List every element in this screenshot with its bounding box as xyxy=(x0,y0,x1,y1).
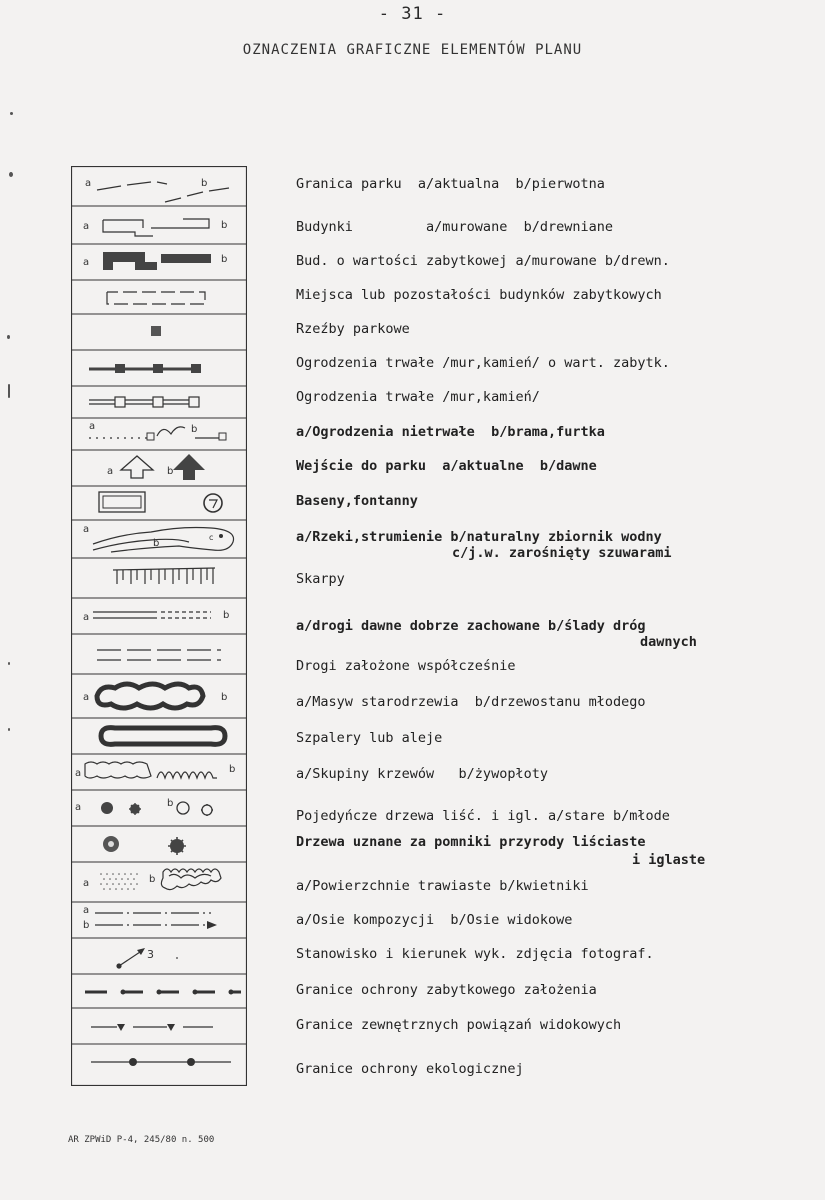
svg-text:b: b xyxy=(149,874,156,885)
legend-text-escarpments: Skarpy xyxy=(296,571,345,587)
svg-text:b: b xyxy=(229,764,236,775)
symbol-historic-buildings xyxy=(83,252,227,270)
svg-text:c: c xyxy=(209,533,214,542)
svg-text:a: a xyxy=(83,524,90,535)
symbol-temporary-fence-gate xyxy=(89,421,226,440)
legend-text-monument-trees-cont: i iglaste xyxy=(632,852,706,868)
symbol-shrubs-hedges xyxy=(75,762,235,779)
svg-text:a: a xyxy=(75,802,82,813)
legend-text-external-view-boundary: Granice zewnętrznych powiązań widokowych xyxy=(296,1017,622,1033)
legend-text-single-trees: Pojedyńcze drzewa liść. i igl. a/stare b/młode xyxy=(296,808,670,824)
symbol-escarpments xyxy=(113,568,215,584)
svg-text:b: b xyxy=(167,466,174,477)
symbol-composition-view-axes xyxy=(83,905,217,931)
symbol-historic-fence xyxy=(89,364,201,373)
svg-text:a: a xyxy=(83,221,90,232)
symbol-tree-mass xyxy=(83,684,227,708)
symbol-modern-roads xyxy=(97,650,221,660)
symbol-ecological-protection-boundary xyxy=(91,1058,231,1066)
svg-text:b: b xyxy=(221,254,228,265)
legend-text-photo-station: Stanowisko i kierunek wyk. zdjęcia fotograf. xyxy=(296,946,654,962)
legend-text-rivers-cont: c/j.w. zarośnięty szuwarami xyxy=(452,545,672,561)
symbol-park-boundary xyxy=(85,178,229,202)
margin-speck xyxy=(9,172,13,177)
symbol-building-remains xyxy=(107,292,205,304)
margin-speck xyxy=(8,728,10,731)
svg-text:a: a xyxy=(83,878,90,889)
legend-text-old-roads-cont: dawnych xyxy=(640,634,697,650)
svg-text:b: b xyxy=(201,178,208,189)
legend-text-historic-fence: Ogrodzenia trwałe /mur,kamień/ o wart. zabytk. xyxy=(296,355,670,371)
legend-text-park-boundary: Granica parku a/aktualna b/pierwotna xyxy=(296,176,605,192)
symbol-external-view-boundary xyxy=(91,1024,213,1031)
svg-text:a: a xyxy=(85,178,92,189)
form-code: AR ZPWiD P-4, 245/80 n. 500 xyxy=(68,1135,215,1145)
symbol-monument-trees xyxy=(103,836,186,855)
margin-speck xyxy=(8,662,10,665)
svg-text:a: a xyxy=(89,421,96,432)
svg-text:a: a xyxy=(83,612,90,623)
legend-text-modern-roads: Drogi założone współcześnie xyxy=(296,658,516,674)
svg-text:a: a xyxy=(83,905,90,916)
symbol-avenues xyxy=(101,728,225,745)
svg-text:b: b xyxy=(153,538,160,549)
legend-text-park-entrance: Wejście do parku a/aktualne b/dawne xyxy=(296,458,597,474)
legend-text-tree-mass: a/Masyw starodrzewia b/drzewostanu młodego xyxy=(296,694,646,710)
svg-text:b: b xyxy=(221,220,228,231)
svg-text:b: b xyxy=(167,798,174,809)
svg-text:a: a xyxy=(83,257,90,268)
legend-text-temporary-fence: a/Ogrodzenia nietrwałe b/brama,furtka xyxy=(296,424,605,440)
symbol-single-trees xyxy=(75,798,213,816)
symbol-buildings xyxy=(83,219,227,236)
legend-text-permanent-fence: Ogrodzenia trwałe /mur,kamień/ xyxy=(296,389,540,405)
legend-text-lawns: a/Powierzchnie trawiaste b/kwietniki xyxy=(296,878,589,894)
svg-text:b: b xyxy=(83,920,90,931)
legend-text-building-remains: Miejsca lub pozostałości budynków zabytkowych xyxy=(296,287,662,303)
legend-text-ecological-boundary: Granice ochrony ekologicznej xyxy=(296,1061,524,1077)
symbol-permanent-fence xyxy=(89,397,199,407)
symbol-historic-protection-boundary xyxy=(85,990,241,995)
legend-symbol-column xyxy=(71,166,247,1086)
legend-text-old-roads: a/drogi dawne dobrze zachowane b/ślady dróg xyxy=(296,618,646,634)
svg-text:a: a xyxy=(75,768,82,779)
symbol-lawns-flowerbeds xyxy=(83,869,221,890)
svg-text:3: 3 xyxy=(147,948,154,961)
symbol-rivers-ponds xyxy=(83,524,234,552)
symbol-sculpture xyxy=(151,326,161,336)
legend-text-avenues: Szpalery lub aleje xyxy=(296,730,443,746)
symbol-park-entrance xyxy=(107,454,205,480)
legend-text-historic-buildings: Bud. o wartości zabytkowej a/murowane b/drewn. xyxy=(296,253,670,269)
legend-text-buildings: Budynki a/murowane b/drewniane xyxy=(296,219,613,235)
svg-text:b: b xyxy=(223,610,230,621)
margin-speck xyxy=(10,112,13,115)
symbol-photo-station xyxy=(116,948,178,969)
page-title: OZNACZENIA GRAFICZNE ELEMENTÓW PLANU xyxy=(242,42,583,58)
svg-text:b: b xyxy=(191,424,198,435)
svg-text:b: b xyxy=(221,692,228,703)
margin-speck xyxy=(8,384,10,398)
page-number: - 31 - xyxy=(378,4,447,24)
margin-speck xyxy=(7,335,10,339)
svg-text:a: a xyxy=(83,692,90,703)
legend-text-pools: Baseny,fontanny xyxy=(296,493,418,509)
legend-text-rivers: a/Rzeki,strumienie b/naturalny zbiornik wodny xyxy=(296,529,662,545)
symbol-pools-fountains xyxy=(99,492,222,512)
legend-text-historic-boundary: Granice ochrony zabytkowego założenia xyxy=(296,982,597,998)
legend-text-sculptures: Rzeźby parkowe xyxy=(296,321,410,337)
legend-text-axes: a/Osie kompozycji b/Osie widokowe xyxy=(296,912,573,928)
svg-text:a: a xyxy=(107,466,114,477)
legend-text-shrubs: a/Skupiny krzewów b/żywopłoty xyxy=(296,766,548,782)
symbol-old-roads xyxy=(83,610,229,623)
legend-text-monument-trees: Drzewa uznane za pomniki przyrody liściaste xyxy=(296,834,646,850)
